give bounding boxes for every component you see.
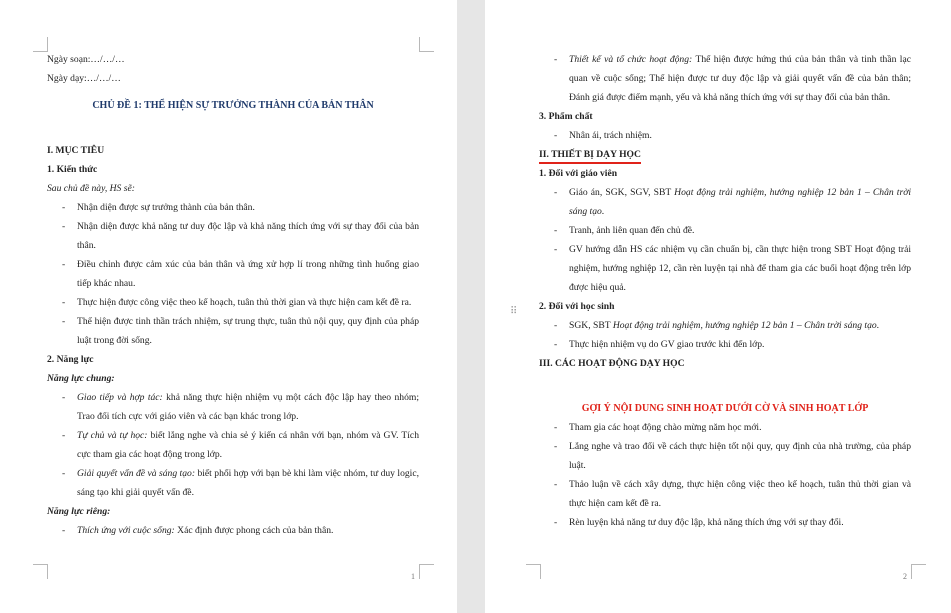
general-competency-heading: Năng lực chung: [47, 373, 115, 384]
margin-corner-top-right [419, 37, 434, 52]
list-item: - Nhân ái, trách nhiệm. [539, 126, 911, 145]
general-competency-list [47, 388, 419, 502]
list-item: - Thực hiện được công việc theo kế hoạch, tuân thủ thời gian và thực hiện cam kết đề ra. [47, 293, 419, 312]
item-text: Thể hiện được hứng thú của bản thân và tinh thần lạc quan về cuộc sống; Thể hiện được tư duy độc lập và giải quyết vấn đề của bản thân; Đánh giá được điểm mạnh, yếu và khả năng thích ứng với sự thay đổi của bản thân. [569, 54, 911, 103]
item-text: biết lắng nghe và chia sẻ ý kiến cá nhân với bạn, nhóm và GV. Tích cực tham gia các hoạt động trong lớp. [77, 430, 419, 460]
subheading-student: 2. Đối với học sinh [539, 301, 615, 312]
subheading-competency: 2. Năng lực [47, 354, 94, 365]
item-term: Giải quyết vấn đề và sáng tạo: [77, 468, 196, 479]
item-text: Thực hiện nhiệm vụ do GV giao trước khi đến lớp. [569, 339, 765, 350]
list-item: - Rèn luyện khả năng tư duy độc lập, khả năng thích ứng với sự thay đổi. [539, 513, 911, 532]
date-prepare: Ngày soạn:…/…/… [47, 54, 125, 65]
subheading-qualities: 3. Phẩm chất [539, 111, 593, 122]
activities-list [539, 418, 911, 532]
item-term: Thích ứng với cuộc sống: [77, 525, 175, 536]
teacher-list [539, 183, 911, 297]
topic-title: CHỦ ĐỀ 1: THỂ HIỆN SỰ TRƯỞNG THÀNH CỦA BẢN THÂN [92, 100, 374, 111]
student-list [539, 316, 911, 354]
item-text: Tranh, ảnh liên quan đến chủ đề. [569, 225, 695, 236]
section-heading-equipment [539, 145, 911, 164]
list-item: - Lắng nghe và trao đổi về cách thực hiện tốt nội quy, quy định của nhà trường, của pháp luật. [539, 437, 911, 475]
knowledge-list [47, 198, 419, 350]
item-term: Giao tiếp và hợp tác: [77, 392, 163, 403]
page-number: 1 [411, 572, 415, 581]
activities-red-title: GỢI Ý NỘI DUNG SINH HOẠT DƯỚI CỜ VÀ SINH HOẠT LỚP [581, 403, 869, 414]
item-tail: . [601, 206, 605, 217]
list-item: - Điều chỉnh được cảm xúc của bản thân và ứng xử hợp lí trong những tình huống giao tiếp khác nhau. [47, 255, 419, 293]
page-1-body[interactable] [47, 50, 419, 540]
item-text: Giáo án, SGK, SGV, SBT [569, 187, 675, 198]
page-number: 2 [903, 572, 907, 581]
list-item: - Nhận diện được sự trưởng thành của bản thân. [47, 198, 419, 217]
item-text: SGK, SBT [569, 320, 613, 331]
specific-competency-heading: Năng lực riêng: [47, 506, 111, 517]
margin-corner-bottom-right [911, 564, 926, 579]
item-tail: . [876, 320, 880, 331]
list-item: - Thể hiện được tinh thần trách nhiệm, sự trung thực, tuân thủ nội quy, quy định của pháp luật trong đời sống. [47, 312, 419, 350]
list-item [539, 50, 911, 107]
list-item [539, 183, 911, 221]
document-page-2 [485, 0, 951, 613]
list-item [47, 464, 419, 502]
item-text: khả năng thực hiện nhiệm vụ một cách độc lập hay theo nhóm; Trao đổi tích cực với giáo viên và các bạn khác trong lớp. [77, 392, 419, 422]
subheading-knowledge: 1. Kiến thức [47, 164, 98, 175]
list-item [539, 335, 911, 354]
margin-corner-bottom-left [33, 564, 48, 579]
list-item [539, 240, 911, 297]
spellcheck-underlined-heading: II. THIẾT BỊ DẠY HỌC [539, 147, 641, 164]
subheading-teacher: 1. Đối với giáo viên [539, 168, 618, 179]
knowledge-intro: Sau chủ đề này, HS sẽ: [47, 183, 135, 194]
item-italic: Hoạt động trải nghiệm, hướng nghiệp 12 bản 1 – Chân trời sáng tạo [569, 187, 911, 217]
margin-corner-bottom-left [526, 564, 541, 579]
list-item: - Nhận diện được khả năng tư duy độc lập và khả năng thích ứng với sự thay đổi của bản thân. [47, 217, 419, 255]
item-term: Thiết kế và tổ chức hoạt động: [569, 54, 693, 65]
item-text: biết phối hợp với bạn bè khi làm việc nhóm, tư duy logic, sáng tạo khi giải quyết vấn đề. [77, 468, 419, 498]
section-heading-objectives: I. MỤC TIÊU [47, 145, 105, 156]
list-item: - Tham gia các hoạt động chào mừng năm học mới. [539, 418, 911, 437]
item-text: GV hướng dẫn HS các nhiệm vụ cần chuẩn bị, cần thực hiện trong SBT Hoạt động trải nghiệm, hướng nghiệp 12, cần rèn luyện tại nhà để tham gia các buổi hoạt động trên lớp được hiệu quả. [569, 244, 911, 293]
item-text: Xác định được phong cách của bản thân. [174, 525, 334, 536]
page-2-body[interactable] [539, 50, 911, 532]
margin-corner-bottom-right [419, 564, 434, 579]
list-item: - Thảo luận về cách xây dựng, thực hiện công việc theo kế hoạch, tuân thủ thời gian và thực hiện cam kết đề ra. [539, 475, 911, 513]
list-item [47, 521, 419, 540]
date-teach: Ngày dạy:…/…/… [47, 73, 121, 84]
list-item [539, 221, 911, 240]
list-item [539, 316, 911, 335]
document-page-1 [0, 0, 457, 613]
specific-competency-list [47, 521, 419, 540]
item-italic: Hoạt động trải nghiệm, hướng nghiệp 12 bản 1 – Chân trời sáng tạo [612, 320, 877, 331]
list-item [47, 426, 419, 464]
item-term: Tự chủ và tự học: [77, 430, 148, 441]
section-heading-activities: III. CÁC HOẠT ĐỘNG DẠY HỌC [539, 358, 685, 369]
margin-corner-top-left [33, 37, 48, 52]
drag-handle-icon[interactable]: ⠿ [510, 306, 519, 317]
list-item [47, 388, 419, 426]
